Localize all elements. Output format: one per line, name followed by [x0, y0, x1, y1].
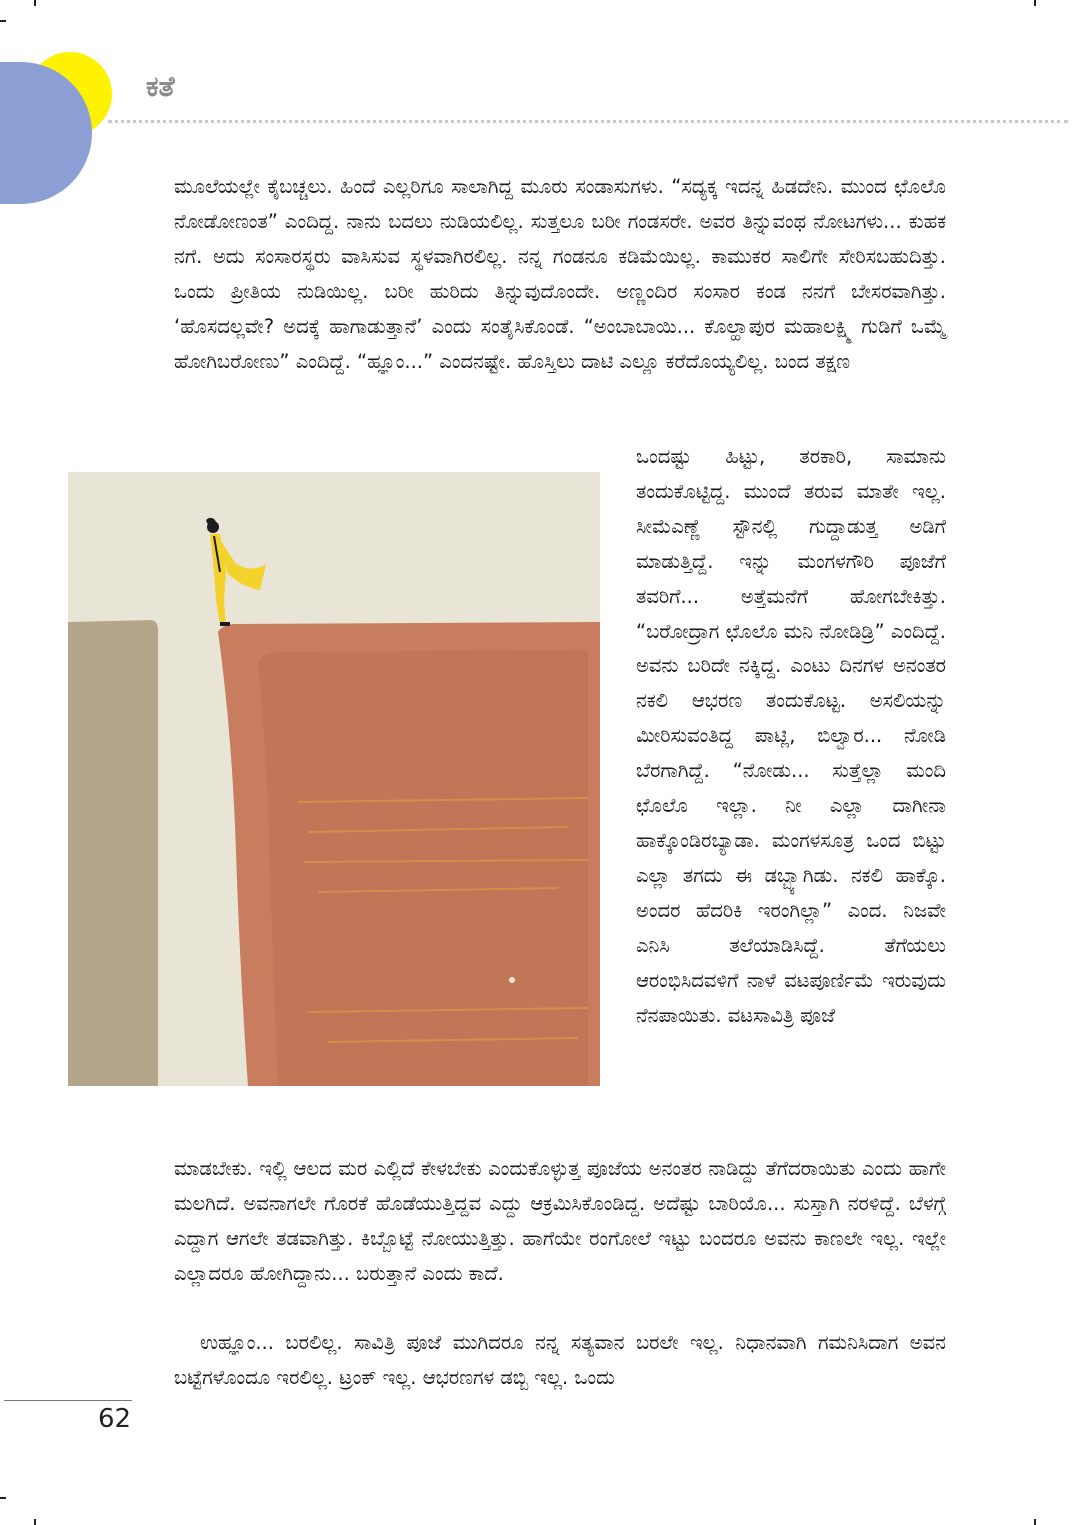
illustration-side-block	[68, 620, 158, 1086]
section-label: ಕತೆ	[146, 70, 175, 103]
story-paragraph-3: ಮಾಡಬೇಕು. ಇಲ್ಲಿ ಆಲದ ಮರ ಎಲ್ಲಿದೆ ಕೇಳಬೇಕು ಎಂದುಕೊಳ್ಳುತ್ತ ಪೂಜೆಯ ಅನಂತರ ನಾಡಿದ್ದು ತೆಗೆದರಾಯಿತು ಎಂದು ಹಾಗೇ ಮಲಗಿದೆ. ಅವನಾಗಲೇ ಗೊರಕೆ ಹೊಡೆಯುತ್ತಿದ್ದವ ಎದ್ದು ಆಕ್ರಮಿಸಿಕೊಂಡಿದ್ದ. ಅದೆಷ್ಟು ಬಾರಿಯೊ... ಸುಸ್ತಾಗಿ ನರಳಿದ್ದೆ. ಬೆಳಗ್ಗೆ ಎದ್ದಾಗ ಆಗಲೇ ತಡವಾಗಿತ್ತು. ಕಿಬ್ಬೊಟ್ಟೆ ನೋಯುತ್ತಿತ್ತು. ಹಾಗೆಯೇ ರಂಗೋಲೆ ಇಟ್ಟು ಬಂದರೂ ಅವನು ಕಾಣಲೇ ಇಲ್ಲ. ಇಲ್ಲೇ ಎಲ್ಲಾದರೂ ಹೋಗಿದ್ದಾನು... ಬರುತ್ತಾನೆ ಎಂದು ಕಾದೆ.	[174, 1157, 946, 1285]
story-paragraph-2: ಒಂದಷ್ಟು ಹಿಟ್ಟು, ತರಕಾರಿ, ಸಾಮಾನು ತಂದುಕೊಟ್ಟಿದ್ದ. ಮುಂದೆ ತರುವ ಮಾತೇ ಇಲ್ಲ. ಸೀಮೆಎಣ್ಣೆ ಸ್ಟೌನಲ್ಲಿ ಗುದ್ದಾಡುತ್ತ ಅಡಿಗೆ ಮಾಡುತ್ತಿದ್ದೆ. ಇನ್ನು ಮಂಗಳಗೌರಿ ಪೂಜೆಗೆ ತವರಿಗೆ... ಅತ್ತೆಮನೆಗೆ ಹೋಗಬೇಕಿತ್ತು. “ಬರೋದ್ರಾಗ ಛೊಲೊ ಮನಿ ನೋಡಿಡ್ರಿ” ಎಂದಿದ್ದೆ. ಅವನು ಬರಿದೇ ನಕ್ಕಿದ್ದ. ಎಂಟು ದಿನಗಳ ಅನಂತರ ನಕಲಿ ಆಭರಣ ತಂದುಕೊಟ್ಟ. ಅಸಲಿಯನ್ನು ಮೀರಿಸುವಂತಿದ್ದ ಪಾಟ್ಲಿ, ಬಿಲ್ವಾರ... ನೋಡಿ ಬೆರಗಾಗಿದ್ದೆ. “ನೋಡು... ಸುತ್ತೆಲ್ಲಾ ಮಂದಿ ಛೊಲೊ ಇಲ್ಲಾ. ನೀ ಎಲ್ಲಾ ದಾಗೀನಾ ಹಾಕ್ಕೊಂಡಿರಬ್ಯಾಡಾ. ಮಂಗಳಸೂತ್ರ ಒಂದ ಬಿಟ್ಟು ಎಲ್ಲಾ ತಗದು ಈ ಡಬ್ಬ್ಯಾಗಿಡು. ನಕಲಿ ಹಾಕ್ಕೊ. ಅಂದರ ಹೆದರಿಕಿ ಇರಂಗಿಲ್ಲಾ” ಎಂದ. ನಿಜವೇ ಎನಿಸಿ ತಲೆಯಾಡಿಸಿದ್ದೆ. ತೆಗೆಯಲು ಆರಂಭಿಸಿದವಳಿಗೆ ನಾಳೆ ವಟಪೂರ್ಣಿಮೆ ಇರುವುದು ನೆನಪಾಯಿತು. ವಟಸಾವಿತ್ರಿ ಪೂಜೆ	[636, 445, 946, 1027]
header-dotted-divider	[108, 120, 1068, 123]
crop-mark	[1034, 1519, 1036, 1525]
story-paragraph-1: ಮೂಲೆಯಲ್ಲೇ ಕೈಬಚ್ಚಲು. ಹಿಂದೆ ಎಲ್ಲರಿಗೂ ಸಾಲಾಗಿದ್ದ ಮೂರು ಸಂಡಾಸುಗಳು. “ಸದ್ಯಕ್ಕ ಇದನ್ನ ಹಿಡದೇನಿ. ಮುಂದ ಛೊಲೊ ನೋಡೋಣಂತ” ಎಂದಿದ್ದ. ನಾನು ಬದಲು ನುಡಿಯಲಿಲ್ಲ. ಸುತ್ತಲೂ ಬರೀ ಗಂಡಸರೇ. ಅವರ ತಿನ್ನುವಂಥ ನೋಟಗಳು... ಕುಹಕ ನಗೆ. ಅದು ಸಂಸಾರಸ್ಥರು ವಾಸಿಸುವ ಸ್ಥಳವಾಗಿರಲಿಲ್ಲ. ನನ್ನ ಗಂಡನೂ ಕಡಿಮೆಯಿಲ್ಲ. ಕಾಮುಕರ ಸಾಲಿಗೇ ಸೇರಿಸಬಹುದಿತ್ತು. ಒಂದು ಪ್ರೀತಿಯ ನುಡಿಯಿಲ್ಲ. ಬರೀ ಹುರಿದು ತಿನ್ನುವುದೊಂದೇ. ಅಣ್ಣಂದಿರ ಸಂಸಾರ ಕಂಡ ನನಗೆ ಬೇಸರವಾಗಿತ್ತು. ‘ಹೊಸದಲ್ಲವೇ? ಅದಕ್ಕೆ ಹಾಗಾಡುತ್ತಾನೆ’ ಎಂದು ಸಂತೈಸಿಕೊಂಡೆ. “ಅಂಬಾಬಾಯಿ... ಕೊಲ್ಹಾಪುರ ಮಹಾಲಕ್ಷ್ಮಿ ಗುಡಿಗೆ ಒಮ್ಮೆ ಹೋಗಿಬರೋಣು” ಎಂದಿದ್ದೆ. “ಹ್ಞೂಂ...” ಎಂದನಷ್ಟೇ. ಹೊಸ್ತಿಲು ದಾಟಿ ಎಲ್ಲೂ ಕರೆದೊಯ್ಯಲಿಲ್ಲ. ಬಂದ ತಕ್ಷಣ	[174, 175, 946, 373]
story-illustration	[68, 472, 600, 1086]
illustration-cliff-speck	[509, 977, 515, 983]
story-paragraph-4: ಉಹ್ಞೂಂ... ಬರಲಿಲ್ಲ. ಸಾವಿತ್ರಿ ಪೂಜೆ ಮುಗಿದರೂ ನನ್ನ ಸತ್ಯವಾನ ಬರಲೇ ಇಲ್ಲ. ನಿಧಾನವಾಗಿ ಗಮನಿಸಿದಾಗ ಅವನ ಬಟ್ಟೆಗಳೊಂದೂ ಇರಲಿಲ್ಲ. ಟ್ರಂಕ್ ಇಲ್ಲ. ಆಭರಣಗಳ ಡಬ್ಬಿ ಇಲ್ಲ. ಒಂದು	[174, 1331, 946, 1389]
crop-mark	[1034, 0, 1036, 6]
illustration-cliff-inner-shade	[258, 650, 588, 1086]
crop-mark	[34, 1519, 36, 1525]
crop-mark	[34, 0, 36, 6]
figure-feet	[220, 622, 230, 626]
page-number: 62	[98, 1404, 132, 1434]
page-number-rule	[4, 1400, 132, 1401]
crop-mark	[0, 1497, 6, 1499]
crop-mark	[0, 20, 6, 22]
